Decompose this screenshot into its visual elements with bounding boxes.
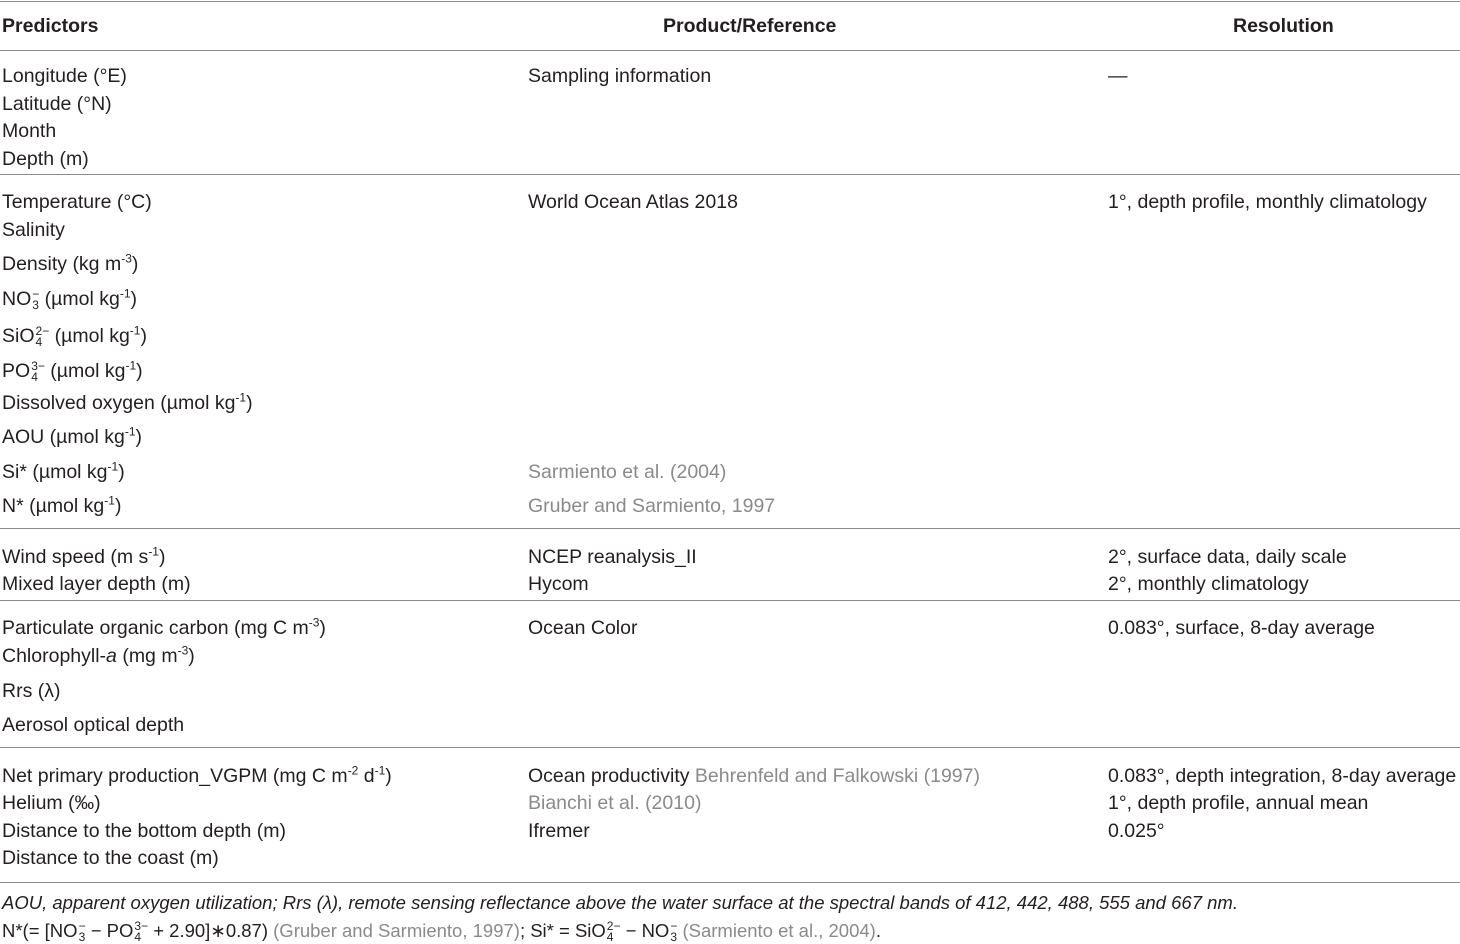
header-predictors: Predictors [2,15,99,37]
reference-bianchi[interactable]: Bianchi et al. (2010) [528,792,702,814]
reference-gruber[interactable]: Gruber and Sarmiento, 1997 [528,495,776,517]
product-ifremer: Ifremer [528,820,590,842]
predictor-rrs: Rrs (λ) [2,680,61,702]
predictor-dissolved-oxygen: Dissolved oxygen (µmol $kg^{-1}$) [2,390,253,414]
product-sampling: Sampling information [528,65,712,87]
predictor-bottom-depth: Distance to the bottom depth (m) [2,820,286,842]
predictor-chlorophyll: Chlorophyll-a (mg $m^{-3}$) [2,643,195,667]
header-resolution: Resolution [1233,15,1334,37]
predictor-coast-distance: Distance to the coast (m) [2,847,219,869]
footnote-abbreviations: AOU, apparent oxygen utilization; Rrs (λ), remote sensing reflectance above the water surface at the spectral bands of 412, 442, 488, 555 and 667 nm. [2,892,1238,913]
predictor-latitude: Latitude (°N) [2,93,112,115]
table-top-rule [0,1,1460,2]
product-hycom: Hycom [528,573,589,595]
group-rule-3 [0,600,1460,601]
predictor-phosphate: PO 3− 4 (µmol $kg^{-1}$) [2,358,143,384]
resolution-npp: 0.083°, depth integration, 8-day average [1108,765,1457,787]
predictor-month: Month [2,120,57,142]
product-ocean-color: Ocean Color [528,617,638,639]
table-bottom-rule [0,882,1460,883]
predictor-helium: Helium (‰) [2,792,101,814]
header-product: Product/Reference [663,15,837,37]
predictor-nitrate: NO − 3 (µmol $kg^{-1}$) [2,286,138,312]
resolution-woa: 1°, depth profile, monthly climatology [1108,191,1427,213]
predictor-poc: Particulate organic carbon (mg C $m^{-3}$) [2,615,326,639]
resolution-ocean-color: 0.083°, surface, 8-day average [1108,617,1375,639]
predictor-npp: Net primary production_VGPM (mg C $m^{-2}$ $d^{-1}$) [2,763,392,787]
product-woa: World Ocean Atlas 2018 [528,191,738,213]
predictor-depth: Depth (m) [2,148,89,170]
group-rule-1 [0,174,1460,175]
predictor-wind-speed: Wind speed (m $s^{-1}$) [2,544,166,568]
footnote-ref-gruber[interactable]: (Gruber and Sarmiento, 1997) [273,920,520,941]
resolution-helium: 1°, depth profile, annual mean [1108,792,1369,814]
resolution-ncep: 2°, surface data, daily scale [1108,546,1347,568]
predictor-salinity: Salinity [2,219,65,241]
predictor-mixed-layer-depth: Mixed layer depth (m) [2,573,191,595]
reference-behrenfeld[interactable]: Behrenfeld and Falkowski (1997) [694,765,980,787]
predictor-silicate: SiO 2− 4 (µmol $kg^{-1}$) [2,323,147,349]
resolution-bottom-depth: 0.025° [1108,820,1165,842]
footnote-ref-sarmiento[interactable]: (Sarmiento et al., 2004) [682,920,876,941]
resolution-hycom: 2°, monthly climatology [1108,573,1309,595]
predictor-longitude: Longitude (°E) [2,65,127,87]
header-rule [0,50,1460,51]
predictor-density: Density (kg $m^{-3}$) [2,251,139,275]
group-rule-4 [0,747,1460,748]
product-ncep: NCEP reanalysis_II [528,546,697,568]
predictor-temperature: Temperature (°C) [2,191,152,213]
predictor-si-star: Si* (µmol $kg^{-1}$) [2,459,125,483]
predictor-aou: AOU (µmol $kg^{-1}$) [2,424,143,448]
predictor-aod: Aerosol optical depth [2,714,185,736]
product-ocean-productivity: Ocean productivity Behrenfeld and Falkowski (1997) [528,765,980,787]
group-rule-2 [0,528,1460,529]
predictor-n-star: N* (µmol $kg^{-1}$) [2,493,122,517]
reference-sarmiento[interactable]: Sarmiento et al. (2004) [528,461,727,483]
footnote-formulas: N*(= [NO − 3 − PO 3− 4 + 2.90]∗0.87) (Gruber and Sarmiento, 1997); Si* = SiO 2− 4 − NO − 3 (Sarmiento et al., 2004). [2,919,881,944]
resolution-sampling: — [1108,65,1128,87]
